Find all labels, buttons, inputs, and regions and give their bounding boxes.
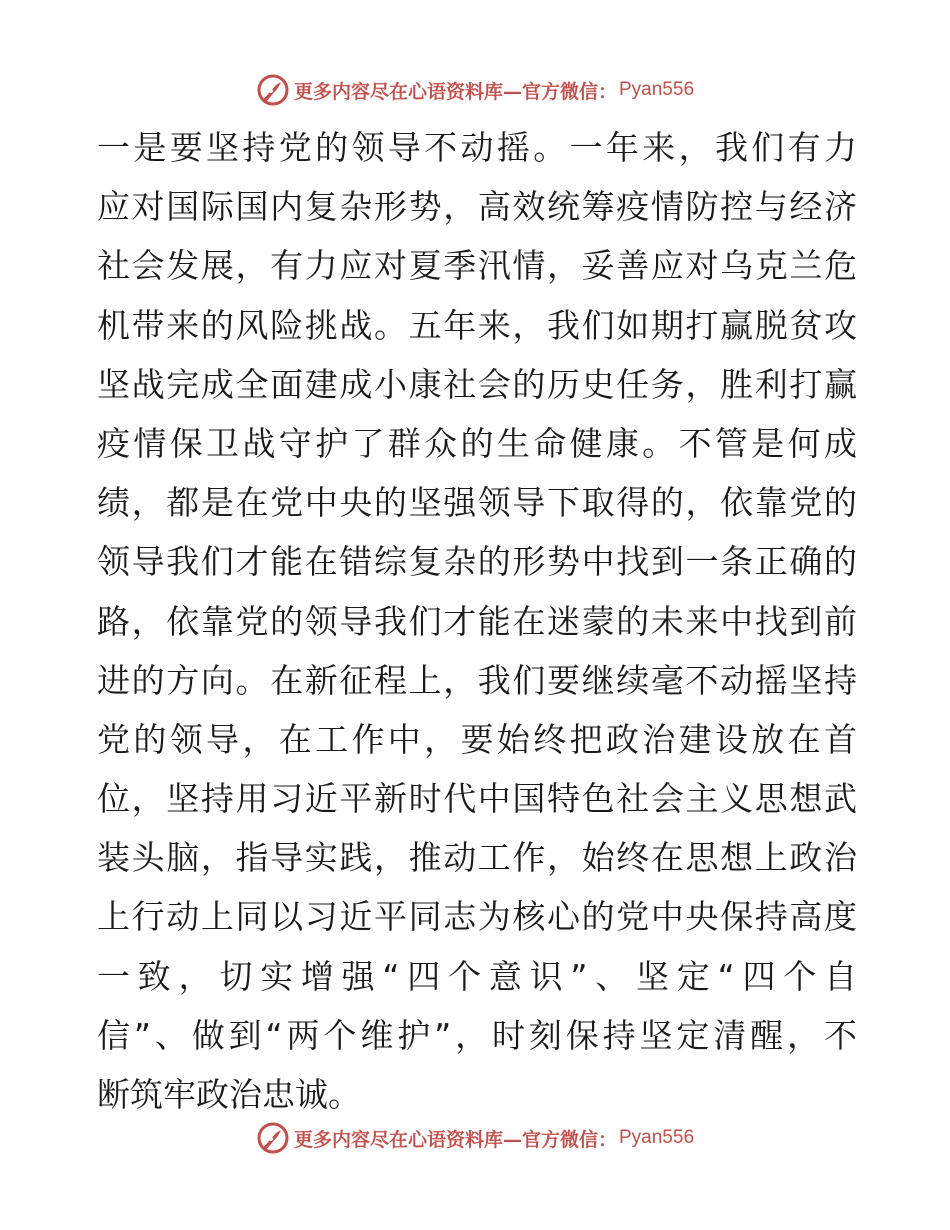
body-line: 社会发展，有力应对夏季汛情，妥善应对乌克兰危 bbox=[97, 246, 857, 286]
body-line: 一致，切实增强“四个意识”、坚定“四个自 bbox=[97, 956, 857, 996]
body-line: 信”、做到“两个维护”，时刻保持坚定清醒，不 bbox=[97, 1015, 857, 1055]
body-line: 装头脑，指导实践，推动工作，始终在思想上政治 bbox=[97, 838, 857, 878]
pen-logo-icon bbox=[256, 1121, 290, 1155]
pen-logo-icon bbox=[256, 73, 290, 107]
body-line: 进的方向。在新征程上，我们要继续毫不动摇坚持 bbox=[97, 660, 857, 700]
body-line: 上行动上同以习近平同志为核心的党中央保持高度 bbox=[97, 897, 857, 937]
body-line: 一是要坚持党的领导不动摇。一年来，我们有力 bbox=[97, 128, 857, 167]
header-watermark-banner bbox=[0, 70, 950, 110]
body-line: 路，依靠党的领导我们才能在迷蒙的未来中找到前 bbox=[97, 601, 857, 641]
body-line: 位，坚持用习近平新时代中国特色社会主义思想武 bbox=[97, 779, 857, 819]
document-body bbox=[97, 118, 857, 1124]
body-line: 绩，都是在党中央的坚强领导下取得的，依靠党的 bbox=[97, 483, 857, 523]
body-line: 党的领导，在工作中，要始终把政治建设放在首 bbox=[97, 719, 857, 759]
header-banner-text: 更多内容尽在心语资料库—官方微信： bbox=[293, 80, 617, 103]
header-wechat-id: Pyan556 bbox=[619, 79, 695, 100]
body-line: 领导我们才能在错综复杂的形势中找到一条正确的 bbox=[97, 542, 857, 582]
body-line: 机带来的风险挑战。五年来，我们如期打赢脱贫攻 bbox=[97, 305, 857, 345]
body-line: 断筑牢政治忠诚。 bbox=[97, 1075, 361, 1114]
footer-wechat-id: Pyan556 bbox=[619, 1127, 695, 1148]
body-line: 疫情保卫战守护了群众的生命健康。不管是何成 bbox=[97, 423, 857, 463]
body-line: 坚战完成全面建成小康社会的历史任务，胜利打赢 bbox=[97, 364, 857, 404]
body-line: 应对国际国内复杂形势，高效统筹疫情防控与经济 bbox=[97, 187, 857, 227]
footer-banner-text: 更多内容尽在心语资料库—官方微信： bbox=[293, 1128, 617, 1151]
footer-watermark-banner bbox=[0, 1118, 950, 1158]
